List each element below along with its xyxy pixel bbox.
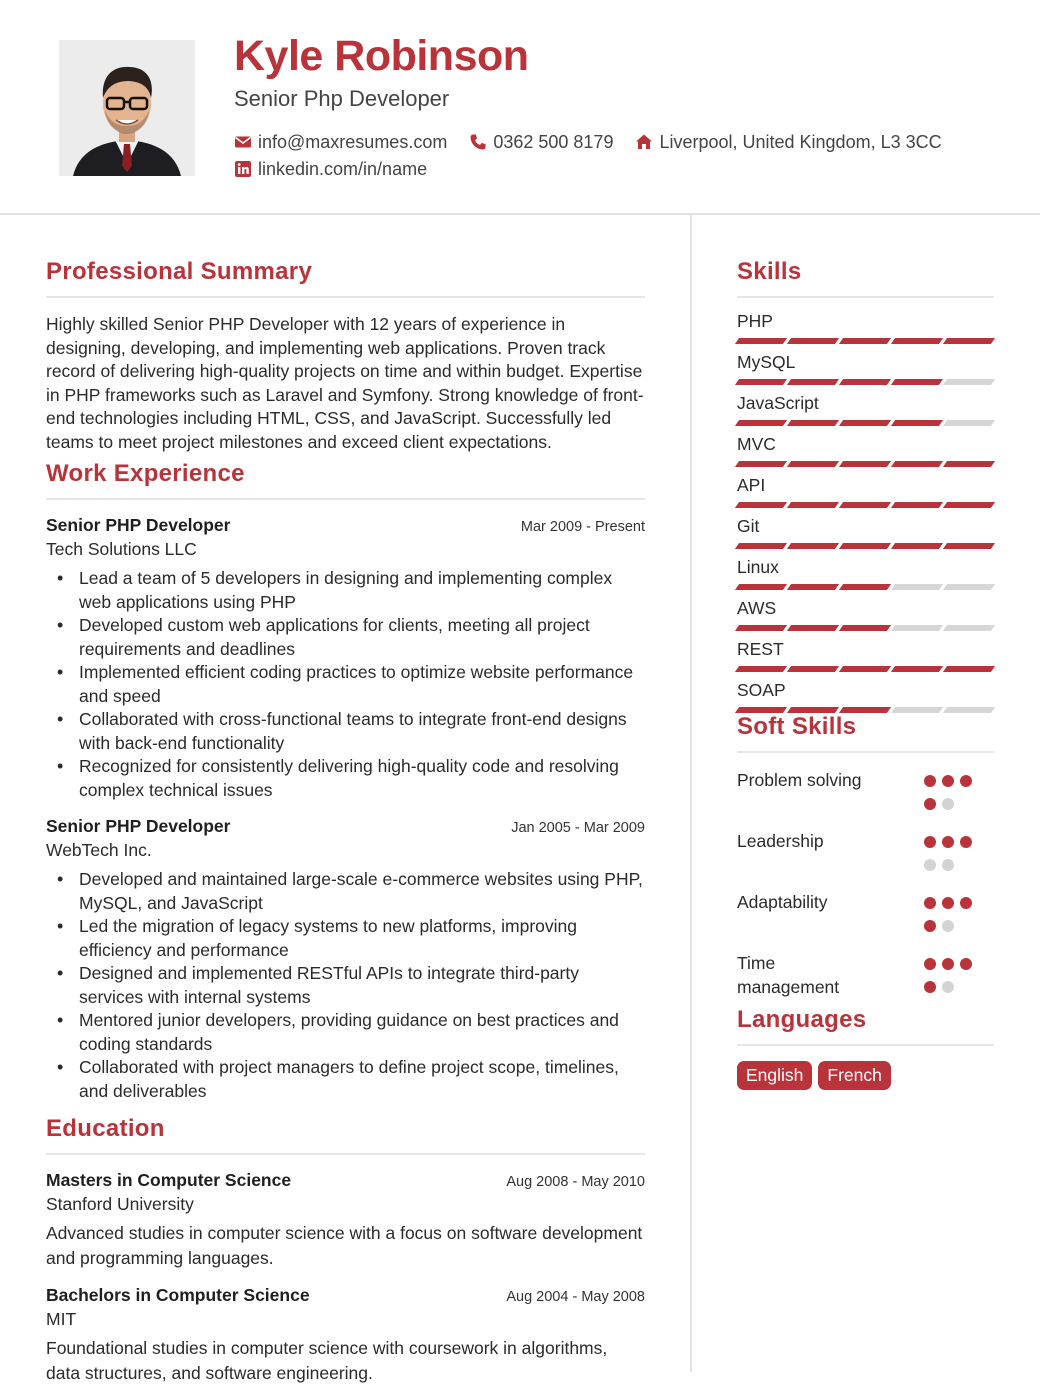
rating-dot xyxy=(960,958,972,970)
skill-level-segment xyxy=(735,584,787,590)
skill-level-segment xyxy=(839,584,891,590)
skill-level-segment xyxy=(787,584,839,590)
school-name: Stanford University xyxy=(46,1194,194,1214)
skill-name: PHP xyxy=(737,311,773,331)
skill-item xyxy=(737,475,994,508)
candidate-title: Senior Php Developer xyxy=(234,86,450,111)
languages-heading: Languages xyxy=(737,1006,994,1046)
entry-header xyxy=(46,816,645,837)
skill-level-segment xyxy=(735,502,787,508)
achievement-item: • Collaborated with cross-functional teams to integrate front-end designs with back-end functionality xyxy=(46,708,645,755)
achievement-item: • Recognized for consistently delivering high-quality code and resolving complex technical issues xyxy=(46,755,645,802)
phone-text: 0362 500 8179 xyxy=(493,131,614,152)
job-title: Senior PHP Developer xyxy=(46,816,231,836)
skill-name: REST xyxy=(737,639,784,659)
achievement-item: • Designed and implemented RESTful APIs to integrate third-party services with internal systems xyxy=(46,962,645,1009)
rating-dot xyxy=(924,798,936,810)
skill-level-bar xyxy=(737,625,994,631)
soft-skill-name: Adaptability xyxy=(737,892,828,912)
candidate-name: Kyle Robinson xyxy=(234,32,529,80)
skill-name: AWS xyxy=(737,598,777,618)
skill-name: JavaScript xyxy=(737,393,819,413)
skill-name: SOAP xyxy=(737,680,786,700)
skill-level-segment xyxy=(943,420,995,426)
skill-level-segment xyxy=(735,543,787,549)
soft-skill-rating xyxy=(924,836,994,882)
entry-header xyxy=(46,1170,645,1191)
rating-dot xyxy=(942,836,954,848)
language-badge: English xyxy=(737,1061,812,1090)
education-dates: Aug 2004 - May 2008 xyxy=(506,1289,645,1305)
skill-level-segment xyxy=(735,379,787,385)
skill-level-segment xyxy=(787,420,839,426)
skills-heading: Skills xyxy=(737,258,994,298)
skill-level-bar xyxy=(737,420,994,426)
skill-level-segment xyxy=(891,420,943,426)
skill-level-segment xyxy=(891,379,943,385)
portrait-photo xyxy=(59,40,195,176)
rating-dot xyxy=(942,859,954,871)
skill-level-segment xyxy=(839,625,891,631)
summary-heading: Professional Summary xyxy=(46,258,645,298)
education-dates: Aug 2008 - May 2010 xyxy=(506,1174,645,1190)
skill-level-segment xyxy=(787,625,839,631)
achievement-item: • Developed custom web applications for clients, meeting all project requirements and deadlines xyxy=(46,614,645,661)
achievement-item: • Led the migration of legacy systems to new platforms, improving efficiency and performance xyxy=(46,915,645,962)
soft-skill-name: Leadership xyxy=(737,831,824,851)
rating-dot xyxy=(924,775,936,787)
skill-level-segment xyxy=(943,707,995,713)
rating-dot xyxy=(924,836,936,848)
skill-level-segment xyxy=(735,666,787,672)
skill-level-segment xyxy=(735,707,787,713)
skill-level-segment xyxy=(943,502,995,508)
skill-level-segment xyxy=(735,625,787,631)
skill-level-segment xyxy=(943,666,995,672)
rating-dot xyxy=(960,897,972,909)
experience-entry xyxy=(46,816,645,1103)
skill-item xyxy=(737,393,994,426)
rating-dot xyxy=(942,920,954,932)
education-entry xyxy=(46,1170,645,1271)
resume-header xyxy=(0,0,1040,215)
skill-level-segment xyxy=(943,461,995,467)
skill-level-segment xyxy=(891,666,943,672)
skill-level-segment xyxy=(943,584,995,590)
job-dates: Mar 2009 - Present xyxy=(520,519,645,535)
skill-name: Git xyxy=(737,516,760,536)
company-name: Tech Solutions LLC xyxy=(46,539,197,559)
skill-item xyxy=(737,352,994,385)
achievement-item: • Collaborated with project managers to define project scope, timelines, and deliverables xyxy=(46,1056,645,1103)
skill-level-segment xyxy=(839,461,891,467)
skill-name: MySQL xyxy=(737,352,796,372)
education-list xyxy=(46,1170,645,1386)
avatar xyxy=(59,40,195,176)
rating-dot xyxy=(942,897,954,909)
soft-skill-rating xyxy=(924,775,994,821)
achievement-item: • Developed and maintained large-scale e-commerce websites using PHP, MySQL, and JavaScript xyxy=(46,868,645,915)
entry-header xyxy=(46,1285,645,1306)
skill-item xyxy=(737,680,994,713)
summary-text: Highly skilled Senior PHP Developer with 12 years of experience in designing, developing, and implementing web applications. Proven track record of delivering high-quality projects on time and within budget. Expertise in PHP frameworks such as Laravel and Symfony. Strong knowledge of front-end technologies including HTML, CSS, and JavaScript. Successfully led teams to meet project milestones and exceed client expectations. xyxy=(46,314,644,452)
skill-level-segment xyxy=(891,584,943,590)
linkedin-contact[interactable] xyxy=(234,159,427,180)
skill-level-segment xyxy=(839,707,891,713)
experience-entry xyxy=(46,515,645,802)
email-text: info@maxresumes.com xyxy=(258,131,448,152)
soft-skill-name: Problem solving xyxy=(737,770,862,790)
skill-level-segment xyxy=(839,502,891,508)
skill-level-bar xyxy=(737,584,994,590)
location-text: Liverpool, United Kingdom, L3 3CC xyxy=(659,131,942,152)
soft-skill-name: Time management xyxy=(737,953,840,997)
degree-name: Masters in Computer Science xyxy=(46,1170,292,1190)
skill-level-bar xyxy=(737,338,994,344)
rating-dot xyxy=(924,981,936,993)
skill-level-bar xyxy=(737,461,994,467)
degree-name: Bachelors in Computer Science xyxy=(46,1285,310,1305)
skill-level-segment xyxy=(839,420,891,426)
skill-level-segment xyxy=(839,666,891,672)
skill-level-segment xyxy=(839,543,891,549)
job-dates: Jan 2005 - Mar 2009 xyxy=(511,820,645,836)
skill-level-bar xyxy=(737,502,994,508)
skill-item xyxy=(737,598,994,631)
skill-level-segment xyxy=(787,461,839,467)
soft-skills-list xyxy=(737,768,994,1004)
skill-level-segment xyxy=(839,338,891,344)
skill-item xyxy=(737,516,994,549)
achievement-item: • Implemented efficient coding practices to optimize website performance and speed xyxy=(46,661,645,708)
skill-name: API xyxy=(737,475,766,495)
skill-level-segment xyxy=(787,707,839,713)
skill-level-segment xyxy=(891,707,943,713)
rating-dot xyxy=(924,897,936,909)
skill-level-segment xyxy=(943,379,995,385)
contact-info xyxy=(234,129,964,183)
skill-level-segment xyxy=(735,461,787,467)
skill-level-segment xyxy=(735,420,787,426)
email-contact[interactable] xyxy=(234,132,447,153)
skill-level-bar xyxy=(737,666,994,672)
soft-skill-rating xyxy=(924,897,994,943)
skill-level-segment xyxy=(787,379,839,385)
education-heading: Education xyxy=(46,1115,645,1155)
skill-item xyxy=(737,639,994,672)
soft-skill-rating xyxy=(924,958,994,1004)
rating-dot xyxy=(924,859,936,871)
rating-dot xyxy=(942,981,954,993)
school-name: MIT xyxy=(46,1309,77,1329)
soft-skill-item xyxy=(737,890,994,943)
job-title: Senior PHP Developer xyxy=(46,515,231,535)
education-description: Foundational studies in computer science with coursework in algorithms, data structures, and software engineering. xyxy=(46,1338,608,1383)
skill-level-segment xyxy=(787,338,839,344)
achievement-list xyxy=(46,567,645,802)
skill-name: MVC xyxy=(737,434,776,454)
education-description: Advanced studies in computer science with a focus on software development and programming languages. xyxy=(46,1223,643,1268)
rating-dot xyxy=(960,836,972,848)
skill-level-segment xyxy=(891,543,943,549)
location-contact xyxy=(635,132,941,153)
skill-level-bar xyxy=(737,379,994,385)
rating-dot xyxy=(960,775,972,787)
skill-level-segment xyxy=(787,502,839,508)
languages-list xyxy=(737,1061,994,1090)
experience-heading: Work Experience xyxy=(46,460,645,500)
column-divider xyxy=(690,215,692,1372)
experience-list xyxy=(46,515,645,1103)
skill-level-segment xyxy=(839,379,891,385)
skill-level-segment xyxy=(943,338,995,344)
soft-skill-item xyxy=(737,768,994,821)
achievement-list xyxy=(46,868,645,1103)
phone-contact[interactable] xyxy=(469,132,613,153)
skill-item xyxy=(737,311,994,344)
skill-level-segment xyxy=(787,666,839,672)
phone-icon xyxy=(469,133,487,151)
soft-skill-item xyxy=(737,829,994,882)
linkedin-text: linkedin.com/in/name xyxy=(258,158,428,179)
entry-header xyxy=(46,515,645,536)
skill-level-bar xyxy=(737,707,994,713)
rating-dot xyxy=(924,958,936,970)
skill-name: Linux xyxy=(737,557,779,577)
company-name: WebTech Inc. xyxy=(46,840,152,860)
skill-level-segment xyxy=(787,543,839,549)
rating-dot xyxy=(942,775,954,787)
rating-dot xyxy=(924,920,936,932)
skill-level-segment xyxy=(735,338,787,344)
skill-level-segment xyxy=(891,338,943,344)
main-column xyxy=(46,258,645,1400)
skills-list xyxy=(737,311,994,713)
sidebar-column xyxy=(737,258,994,1090)
soft-skill-item xyxy=(737,951,994,1004)
skill-level-segment xyxy=(891,461,943,467)
achievement-item: • Lead a team of 5 developers in designing and implementing complex web applications using PHP xyxy=(46,567,645,614)
linkedin-icon xyxy=(234,160,252,178)
education-entry xyxy=(46,1285,645,1386)
skill-level-bar xyxy=(737,543,994,549)
skill-item xyxy=(737,557,994,590)
rating-dot xyxy=(942,798,954,810)
soft-skills-heading: Soft Skills xyxy=(737,713,994,753)
skill-level-segment xyxy=(891,625,943,631)
envelope-icon xyxy=(234,133,252,151)
language-badge: French xyxy=(818,1061,890,1090)
skill-item xyxy=(737,434,994,467)
rating-dot xyxy=(942,958,954,970)
achievement-item: • Mentored junior developers, providing guidance on best practices and coding standards xyxy=(46,1009,645,1056)
home-icon xyxy=(635,133,653,151)
skill-level-segment xyxy=(891,502,943,508)
skill-level-segment xyxy=(943,625,995,631)
skill-level-segment xyxy=(943,543,995,549)
